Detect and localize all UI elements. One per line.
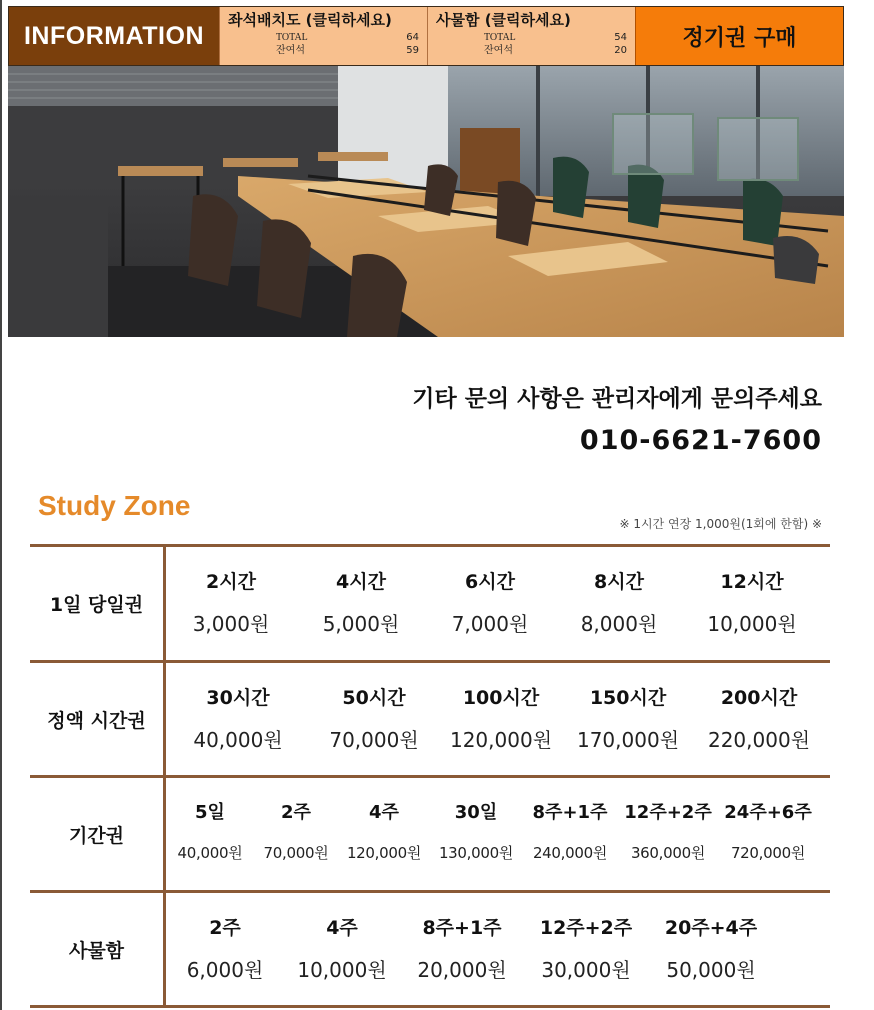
option-price: 240,000원 [532,844,608,862]
info-header [8,6,844,66]
option-duration: 50시간 [342,687,406,709]
price-option[interactable] [438,683,564,753]
seat-total-value: 64 [406,32,419,43]
option-duration: 20주+4주 [664,917,758,939]
price-option[interactable] [426,567,554,637]
option-price: 720,000원 [730,844,806,862]
price-option[interactable] [166,567,296,637]
option-price: 220,000원 [707,728,811,752]
contact-block [412,380,822,456]
option-duration: 8시간 [594,571,644,593]
option-price: 40,000원 [177,844,243,862]
option-duration: 4주 [326,917,358,939]
option-duration: 5일 [195,802,225,823]
option-price: 40,000원 [193,728,283,752]
row-label: 1일 당일권 [30,547,166,660]
option-price: 70,000원 [263,844,329,862]
option-duration: 24주+6주 [724,802,812,823]
seat-map-button[interactable] [219,7,427,65]
price-option[interactable] [648,913,774,983]
option-price: 5,000원 [322,612,400,636]
row-label: 정액 시간권 [30,663,166,775]
price-option[interactable] [554,567,684,637]
price-option[interactable] [692,683,826,753]
seat-remaining-label: 잔여석 [276,45,305,56]
option-price: 120,000원 [449,728,553,752]
price-row-period [30,775,830,890]
row-label: 기간권 [30,778,166,890]
option-price: 20,000원 [417,958,507,982]
locker-remaining-label: 잔여석 [484,45,513,56]
option-duration: 8주+1주 [532,802,608,823]
seat-remaining-row [228,44,419,57]
price-items [166,893,830,1005]
option-price: 50,000원 [666,958,756,982]
option-duration: 30일 [454,802,498,823]
option-duration: 6시간 [465,571,515,593]
study-room-illustration [8,66,844,337]
price-table [30,544,830,1008]
option-price: 130,000원 [438,844,514,862]
price-items [166,547,830,660]
option-price: 170,000원 [576,728,680,752]
price-option[interactable] [618,798,718,863]
option-duration: 100시간 [462,687,540,709]
option-duration: 4주 [369,802,399,823]
price-option[interactable] [684,567,820,637]
price-option[interactable] [718,798,818,863]
option-duration: 12시간 [720,571,784,593]
locker-total-row [436,31,627,44]
price-option[interactable] [166,683,310,753]
option-price: 120,000원 [346,844,422,862]
seat-total-row [228,31,419,44]
option-price: 8,000원 [580,612,658,636]
locker-title: 사물함 (클릭하세요) [436,11,571,29]
option-price: 30,000원 [541,958,631,982]
price-row-hours [30,660,830,775]
option-price: 360,000원 [630,844,706,862]
contact-phone[interactable]: 010-6621-7600 [579,425,822,456]
price-items [166,778,830,890]
seat-total-label: TOTAL [276,32,308,43]
option-duration: 12주+2주 [539,917,633,939]
option-duration: 8주+1주 [422,917,502,939]
study-room-photo [8,66,844,337]
option-price: 3,000원 [192,612,270,636]
option-duration: 2시간 [206,571,256,593]
price-option[interactable] [430,798,522,863]
row-label: 사물함 [30,893,166,1005]
price-option[interactable] [254,798,338,863]
locker-remaining-value: 20 [614,45,627,56]
price-option[interactable] [166,913,284,983]
price-option[interactable] [338,798,430,863]
seat-remaining-value: 59 [406,45,419,56]
price-row-locker [30,890,830,1008]
option-duration: 2주 [281,802,311,823]
option-price: 70,000원 [329,728,419,752]
price-option[interactable] [310,683,438,753]
option-duration: 200시간 [720,687,798,709]
option-price: 10,000원 [297,958,387,982]
price-option[interactable] [524,913,648,983]
information-label: INFORMATION [9,7,219,65]
extension-note: ※ 1시간 연장 1,000원(1회에 한함) ※ [619,517,822,531]
buy-pass-button[interactable]: 정기권 구매 [635,7,843,65]
option-price: 7,000원 [451,612,529,636]
option-duration: 12주+2주 [624,802,712,823]
price-row-daily [30,544,830,660]
option-duration: 2주 [209,917,241,939]
locker-remaining-row [436,44,627,57]
study-zone-title: Study Zone [38,490,191,521]
option-price: 6,000원 [186,958,264,982]
seat-map-title: 좌석배치도 (클릭하세요) [228,11,392,29]
price-items [166,663,830,775]
locker-total-label: TOTAL [484,32,516,43]
option-duration: 4시간 [336,571,386,593]
option-price: 10,000원 [707,612,797,636]
price-option[interactable] [296,567,426,637]
price-option[interactable] [564,683,692,753]
locker-button[interactable] [427,7,635,65]
price-option[interactable] [522,798,618,863]
contact-message: 기타 문의 사항은 관리자에게 문의주세요 [412,386,822,412]
price-option[interactable] [400,913,524,983]
price-option[interactable] [284,913,400,983]
price-option[interactable] [166,798,254,863]
option-duration: 30시간 [206,687,270,709]
locker-total-value: 54 [614,32,627,43]
option-duration: 150시간 [589,687,667,709]
